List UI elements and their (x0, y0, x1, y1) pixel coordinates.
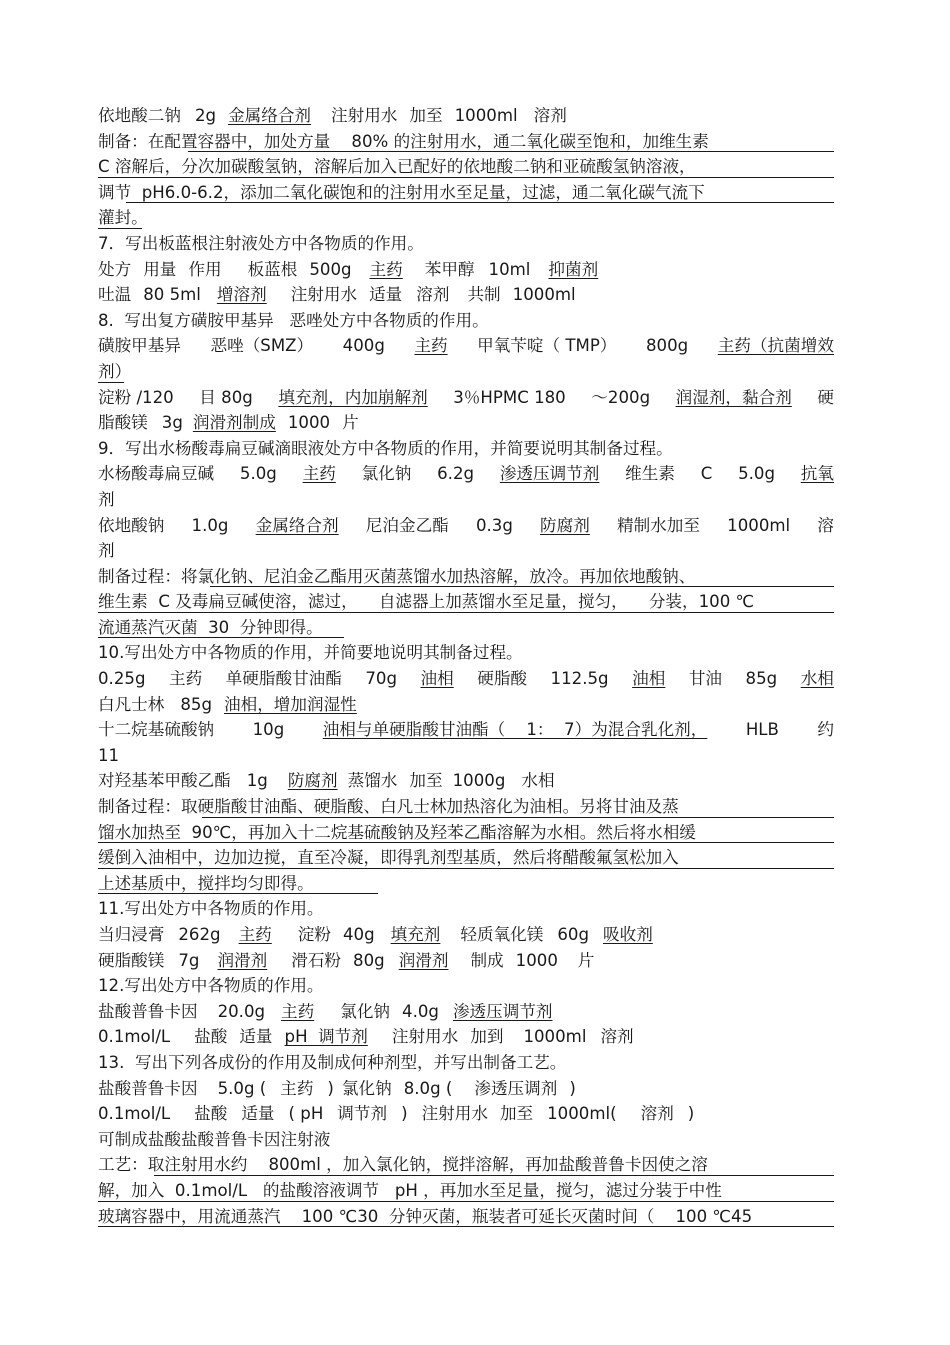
text-segment: C 溶解后，分次加碳酸氢钠，溶解后加入已配好的依地酸二钠和亚硫酸氢钠溶液， (98, 157, 696, 177)
text-segment: 蒸馏水 (347, 771, 398, 791)
text-segment: 2g (194, 106, 217, 125)
text-segment: 主药 (281, 1001, 315, 1021)
text-segment: 适量 (369, 285, 403, 305)
text-segment: 8.0g ( (403, 1078, 453, 1098)
text-segment: ) (569, 1078, 576, 1098)
text-line (98, 154, 834, 180)
text-segment: 依地酸钠 (98, 515, 165, 535)
text-segment: 加至 (409, 106, 443, 125)
text-segment: 氯化钠 (341, 1078, 392, 1098)
text-segment: 增溶剂 (216, 285, 267, 305)
text-segment: 加至 (499, 1104, 534, 1124)
text-line (98, 231, 834, 257)
text-segment: 防腐剂 (287, 771, 338, 791)
underline-rule (188, 151, 834, 152)
text-segment: 制备：在配置容器中，加处方量 80% 的注射用水，通二氧化碳至饱和，加维生素 (98, 131, 709, 151)
text-segment: 调节 pH6.0-6.2，添加二氧化碳饱和的注射用水至足量，过滤，通二氧化碳气流下 (98, 182, 705, 202)
text-segment: 溶剂 (600, 1027, 634, 1047)
underline-rule (98, 842, 834, 843)
text-line (98, 1178, 834, 1204)
text-line (98, 896, 834, 922)
text-line (98, 513, 834, 539)
underline-rule (98, 637, 344, 638)
text-line (98, 257, 834, 283)
text-segment: 润滑剂 (217, 950, 268, 970)
text-segment: 板蓝根 (247, 259, 298, 279)
text-segment: 淀粉 /120 (98, 387, 174, 407)
text-segment: 作用 (188, 259, 222, 279)
underline-rule (98, 612, 834, 613)
text-segment: 盐酸普鲁卡因 (98, 1078, 198, 1098)
text-segment: 1000ml (727, 515, 791, 535)
text-segment: 可制成盐酸盐酸普鲁卡因注射液 (98, 1129, 331, 1149)
text-segment: 20.0g (217, 1001, 266, 1021)
text-segment: 目 80g (199, 387, 253, 407)
text-segment: ( pH (288, 1104, 324, 1124)
underline-rule (154, 1175, 834, 1176)
text-segment: 硬脂酸镁 (98, 950, 165, 970)
text-segment: HLB (745, 720, 779, 740)
text-segment: 注射用水 (391, 1027, 459, 1047)
text-segment: 主药 (280, 1078, 314, 1098)
text-segment: 油相，增加润湿性 (224, 694, 357, 714)
text-segment: 依地酸二钠 (98, 106, 181, 125)
text-segment: 1000 (515, 950, 558, 970)
text-line (98, 717, 834, 743)
text-line (98, 1050, 834, 1076)
text-segment: 注射用水 (290, 285, 358, 305)
text-segment: 1000ml (454, 106, 518, 125)
text-segment: 80 5ml (143, 285, 201, 305)
text-segment: 抗氧 (800, 464, 834, 484)
text-line (98, 1204, 834, 1230)
text-segment: 适量 (239, 1027, 273, 1047)
text-segment: 12.写出处方中各物质的作用。 (98, 976, 324, 996)
text-line (98, 999, 834, 1025)
text-segment: 10.写出处方中各物质的作用，并简要地说明其制备过程。 (98, 643, 523, 663)
text-segment: 解，加入 0.1mol/L 的盐酸溶液调节 pH ，再加水至足量，搅匀，滤过分装于中性 (98, 1180, 722, 1200)
text-segment: 油相与单硬脂酸甘油酯（ 1： 7）为混合乳化剂， (322, 720, 708, 740)
text-segment: 1000ml (523, 1027, 587, 1047)
text-segment: 112.5g (550, 669, 609, 689)
text-segment: 对羟基苯甲酸乙酯 (98, 771, 231, 791)
text-segment: 油相 (632, 669, 666, 689)
text-segment: 0.1mol/L (98, 1027, 171, 1047)
text-segment: 7．写出板蓝根注射液处方中各物质的作用。 (98, 233, 424, 253)
text-line (98, 615, 834, 641)
text-segment: 1000ml( (547, 1104, 617, 1124)
text-segment: 主药 (238, 925, 272, 944)
text-segment: 1.0g (191, 515, 229, 535)
text-segment: 甘油 (688, 669, 722, 689)
text-segment: 处方 (98, 259, 132, 279)
text-segment: 十二烷基硫酸钠 (98, 720, 215, 740)
text-segment: 尼泊金乙酯 (365, 515, 449, 535)
text-segment: 甲氧苄啶（ TMP） (477, 336, 617, 356)
text-segment: 11.写出处方中各物质的作用。 (98, 899, 324, 919)
underline-rule (98, 177, 834, 178)
text-segment: 800g (646, 336, 689, 356)
text-segment: 9．写出水杨酸毒扁豆碱滴眼液处方中各物质的作用，并简要说明其制备过程。 (98, 438, 673, 458)
text-line (98, 589, 834, 615)
text-segment: 主药 (169, 669, 203, 689)
underline-rule (210, 586, 834, 587)
text-segment: ) (401, 1104, 408, 1124)
text-line (98, 1076, 834, 1102)
text-line (98, 410, 834, 436)
text-segment: 水相 (521, 771, 555, 791)
text-segment: 3％HPMC 180 (453, 387, 566, 407)
text-segment: 500g (309, 259, 352, 279)
text-segment: 硬脂酸 (477, 669, 528, 689)
text-segment: 1000ml (512, 285, 576, 305)
text-segment: 当归浸膏 (98, 925, 165, 944)
text-line (98, 948, 834, 974)
text-segment: 防腐剂 (540, 515, 590, 535)
text-segment: 调节剂 (337, 1104, 388, 1124)
underline-rule (98, 1201, 834, 1202)
underline-rule (98, 228, 142, 229)
text-line (98, 1127, 834, 1153)
text-segment: 制成 (470, 950, 504, 970)
text-line (98, 640, 834, 666)
underline-rule (126, 202, 834, 203)
text-segment: 1000g (452, 771, 506, 791)
text-segment: 剂） (98, 361, 132, 381)
text-segment: 注射用水 (421, 1104, 488, 1124)
underline-rule (98, 893, 378, 894)
text-segment: 流通蒸汽灭菌 30 分钟即得。 (98, 617, 323, 637)
text-segment: 滑石粉 (291, 950, 342, 970)
text-segment: 适量 (241, 1104, 275, 1124)
text-segment: 苯甲醇 (424, 259, 475, 279)
text-segment: 剂 (98, 489, 115, 509)
text-segment: 维生素 (625, 464, 675, 484)
text-segment: 4.0g (402, 1001, 439, 1021)
text-line (98, 180, 834, 206)
text-line (98, 820, 834, 846)
text-segment: 共制 (467, 285, 501, 305)
text-line (98, 333, 834, 359)
text-segment: 0.3g (475, 515, 513, 535)
text-segment: 盐酸 (194, 1027, 228, 1047)
text-segment: 单硬脂酸甘油酯 (225, 669, 342, 689)
text-segment: 油相 (420, 669, 454, 689)
text-segment: 磺胺甲基异 (98, 336, 181, 356)
text-segment: 6.2g (437, 464, 475, 484)
text-line (98, 871, 834, 897)
text-segment: 水杨酸毒扁豆碱 (98, 464, 215, 484)
text-segment: 7g (178, 950, 200, 970)
text-segment: ～200g (591, 387, 651, 407)
text-segment: ) (687, 1104, 695, 1124)
text-line (98, 103, 834, 129)
text-segment: 填充剂，内加崩解剂 (278, 387, 428, 407)
text-segment: 加至 (409, 771, 443, 791)
text-segment: 5.0g (239, 464, 277, 484)
text-line (98, 692, 834, 718)
underline-rule (98, 382, 124, 383)
text-segment: 氯化钠 (361, 464, 412, 484)
text-line (98, 205, 834, 231)
underline-rule (98, 868, 834, 869)
text-segment: 恶唑（SMZ） (210, 336, 314, 356)
text-line (98, 487, 834, 513)
text-line (98, 768, 834, 794)
text-segment: 吸收剂 (603, 925, 653, 944)
text-segment: 水相 (800, 669, 834, 689)
text-segment: 8. 写出复方磺胺甲基异 恶唑处方中各物质的作用。 (98, 310, 489, 330)
text-line (98, 1101, 834, 1127)
text-segment: 85g (745, 669, 778, 689)
text-line (98, 436, 834, 462)
text-segment: 渗透压调剂 (474, 1078, 558, 1098)
text-line (98, 794, 834, 820)
text-segment: 渗透压调节剂 (499, 464, 600, 484)
text-line (98, 538, 834, 564)
text-segment: 11 (98, 745, 120, 765)
text-segment: 玻璃容器中，用流通蒸汽 100 ℃30 分钟灭菌，瓶装者可延长灭菌时间（ 100 ℃45 (98, 1206, 753, 1226)
text-line (98, 129, 834, 155)
text-line (98, 359, 834, 385)
underline-rule (202, 817, 834, 818)
text-segment: 馏水加热至 90℃，再加入十二烷基硫酸钠及羟苯乙酯溶解为水相。然后将水相缓 (98, 822, 696, 842)
text-segment: 盐酸普鲁卡因 (98, 1001, 198, 1021)
text-segment: 60g (557, 925, 590, 944)
text-line (98, 308, 834, 334)
text-segment: 注射用水 (331, 106, 398, 125)
text-segment: 约 (817, 720, 834, 740)
text-segment: 抑菌剂 (548, 259, 599, 279)
text-segment: 400g (342, 336, 385, 356)
text-segment: 80g (353, 950, 385, 970)
text-line (98, 666, 834, 692)
text-line (98, 973, 834, 999)
text-segment: 10ml (488, 259, 531, 279)
text-segment: 85g (180, 694, 213, 714)
text-segment: 精制水加至 (617, 515, 700, 535)
text-line (98, 385, 834, 411)
text-segment: 40g (342, 925, 375, 944)
text-segment: 缓倒入油相中，边加边搅，直至冷凝，即得乳剂型基质，然后将醋酸氟氢松加入 (98, 848, 679, 868)
text-segment: 1g (246, 771, 268, 791)
underline-rule (98, 1226, 834, 1227)
text-segment: 淀粉 (297, 925, 331, 944)
document-body (98, 103, 834, 1229)
text-segment: 5.0g (738, 464, 775, 484)
text-segment: 片 (577, 950, 595, 970)
text-segment: 润滑剂制成 (192, 413, 276, 433)
text-line (98, 922, 834, 948)
text-line (98, 1024, 834, 1050)
text-segment: 金属络合剂 (228, 106, 312, 125)
text-segment: 润湿剂，黏合剂 (675, 387, 792, 407)
text-line (98, 743, 834, 769)
text-segment: 润滑剂 (398, 950, 449, 970)
text-line (98, 461, 834, 487)
text-segment: 制备过程：取硬脂酸甘油酯、硬脂酸、白凡士林加热溶化为油相。另将甘油及蒸 (98, 797, 679, 817)
text-segment: 制备过程：将氯化钠、尼泊金乙酯用灭菌蒸馏水加热溶解，放冷。再加依地酸钠、 (98, 566, 696, 586)
text-segment: 吐温 (98, 285, 132, 305)
text-segment: 主药 (369, 259, 403, 279)
text-segment: 溶 (817, 515, 834, 535)
text-segment: 主药 (414, 336, 448, 356)
text-segment: 3g (161, 413, 183, 433)
text-segment: 0.1mol/L (98, 1104, 171, 1124)
text-segment: 262g (178, 925, 221, 944)
text-line (98, 1152, 834, 1178)
text-segment: 盐酸 (194, 1104, 228, 1124)
text-segment: 脂酸镁 (98, 413, 148, 433)
text-segment: 填充剂 (390, 925, 441, 944)
text-segment: 工艺：取注射用水约 800ml ，加入氯化钠，搅拌溶解，再加盐酸普鲁卡因使之溶 (98, 1155, 708, 1175)
text-segment: 70g (365, 669, 398, 689)
text-segment: 主药（抗菌增效 (717, 336, 834, 356)
text-segment: 灌封。 (98, 208, 148, 228)
text-segment: 10g (252, 720, 285, 740)
text-segment: 剂 (98, 541, 115, 561)
text-segment: 氯化钠 (340, 1001, 391, 1021)
text-line (98, 282, 834, 308)
text-segment: 溶剂 (416, 285, 450, 305)
text-segment: 溶剂 (533, 106, 567, 125)
text-segment: 主药 (302, 464, 336, 484)
text-segment: 维生素 C 及毒扁豆碱使溶，滤过， 自滤器上加蒸馏水至足量，搅匀， 分装，100 ℃ (98, 592, 755, 612)
text-segment: C (700, 464, 713, 484)
text-line (98, 564, 834, 590)
text-segment: 5.0g ( (217, 1078, 267, 1098)
text-segment: pH 调节剂 (284, 1027, 368, 1047)
text-segment: 1000 (287, 413, 331, 433)
text-segment: 轻质氧化镁 (460, 925, 544, 944)
text-segment: 溶剂 (640, 1104, 674, 1124)
text-segment: ) (327, 1078, 334, 1098)
text-segment: 金属络合剂 (255, 515, 339, 535)
text-segment: 加到 (470, 1027, 504, 1047)
text-segment: 白凡士林 (98, 694, 165, 714)
text-segment: 13. 写出下列各成份的作用及制成何种剂型，并写出制备工艺。 (98, 1052, 567, 1072)
text-segment: 硬 (817, 387, 834, 407)
text-segment: 0.25g (98, 669, 146, 689)
text-segment: 渗透压调节剂 (452, 1001, 553, 1021)
text-segment: 上述基质中，搅拌均匀即得。 (98, 873, 314, 893)
text-segment: 用量 (143, 259, 177, 279)
text-line (98, 845, 834, 871)
text-segment: 片 (342, 413, 359, 433)
